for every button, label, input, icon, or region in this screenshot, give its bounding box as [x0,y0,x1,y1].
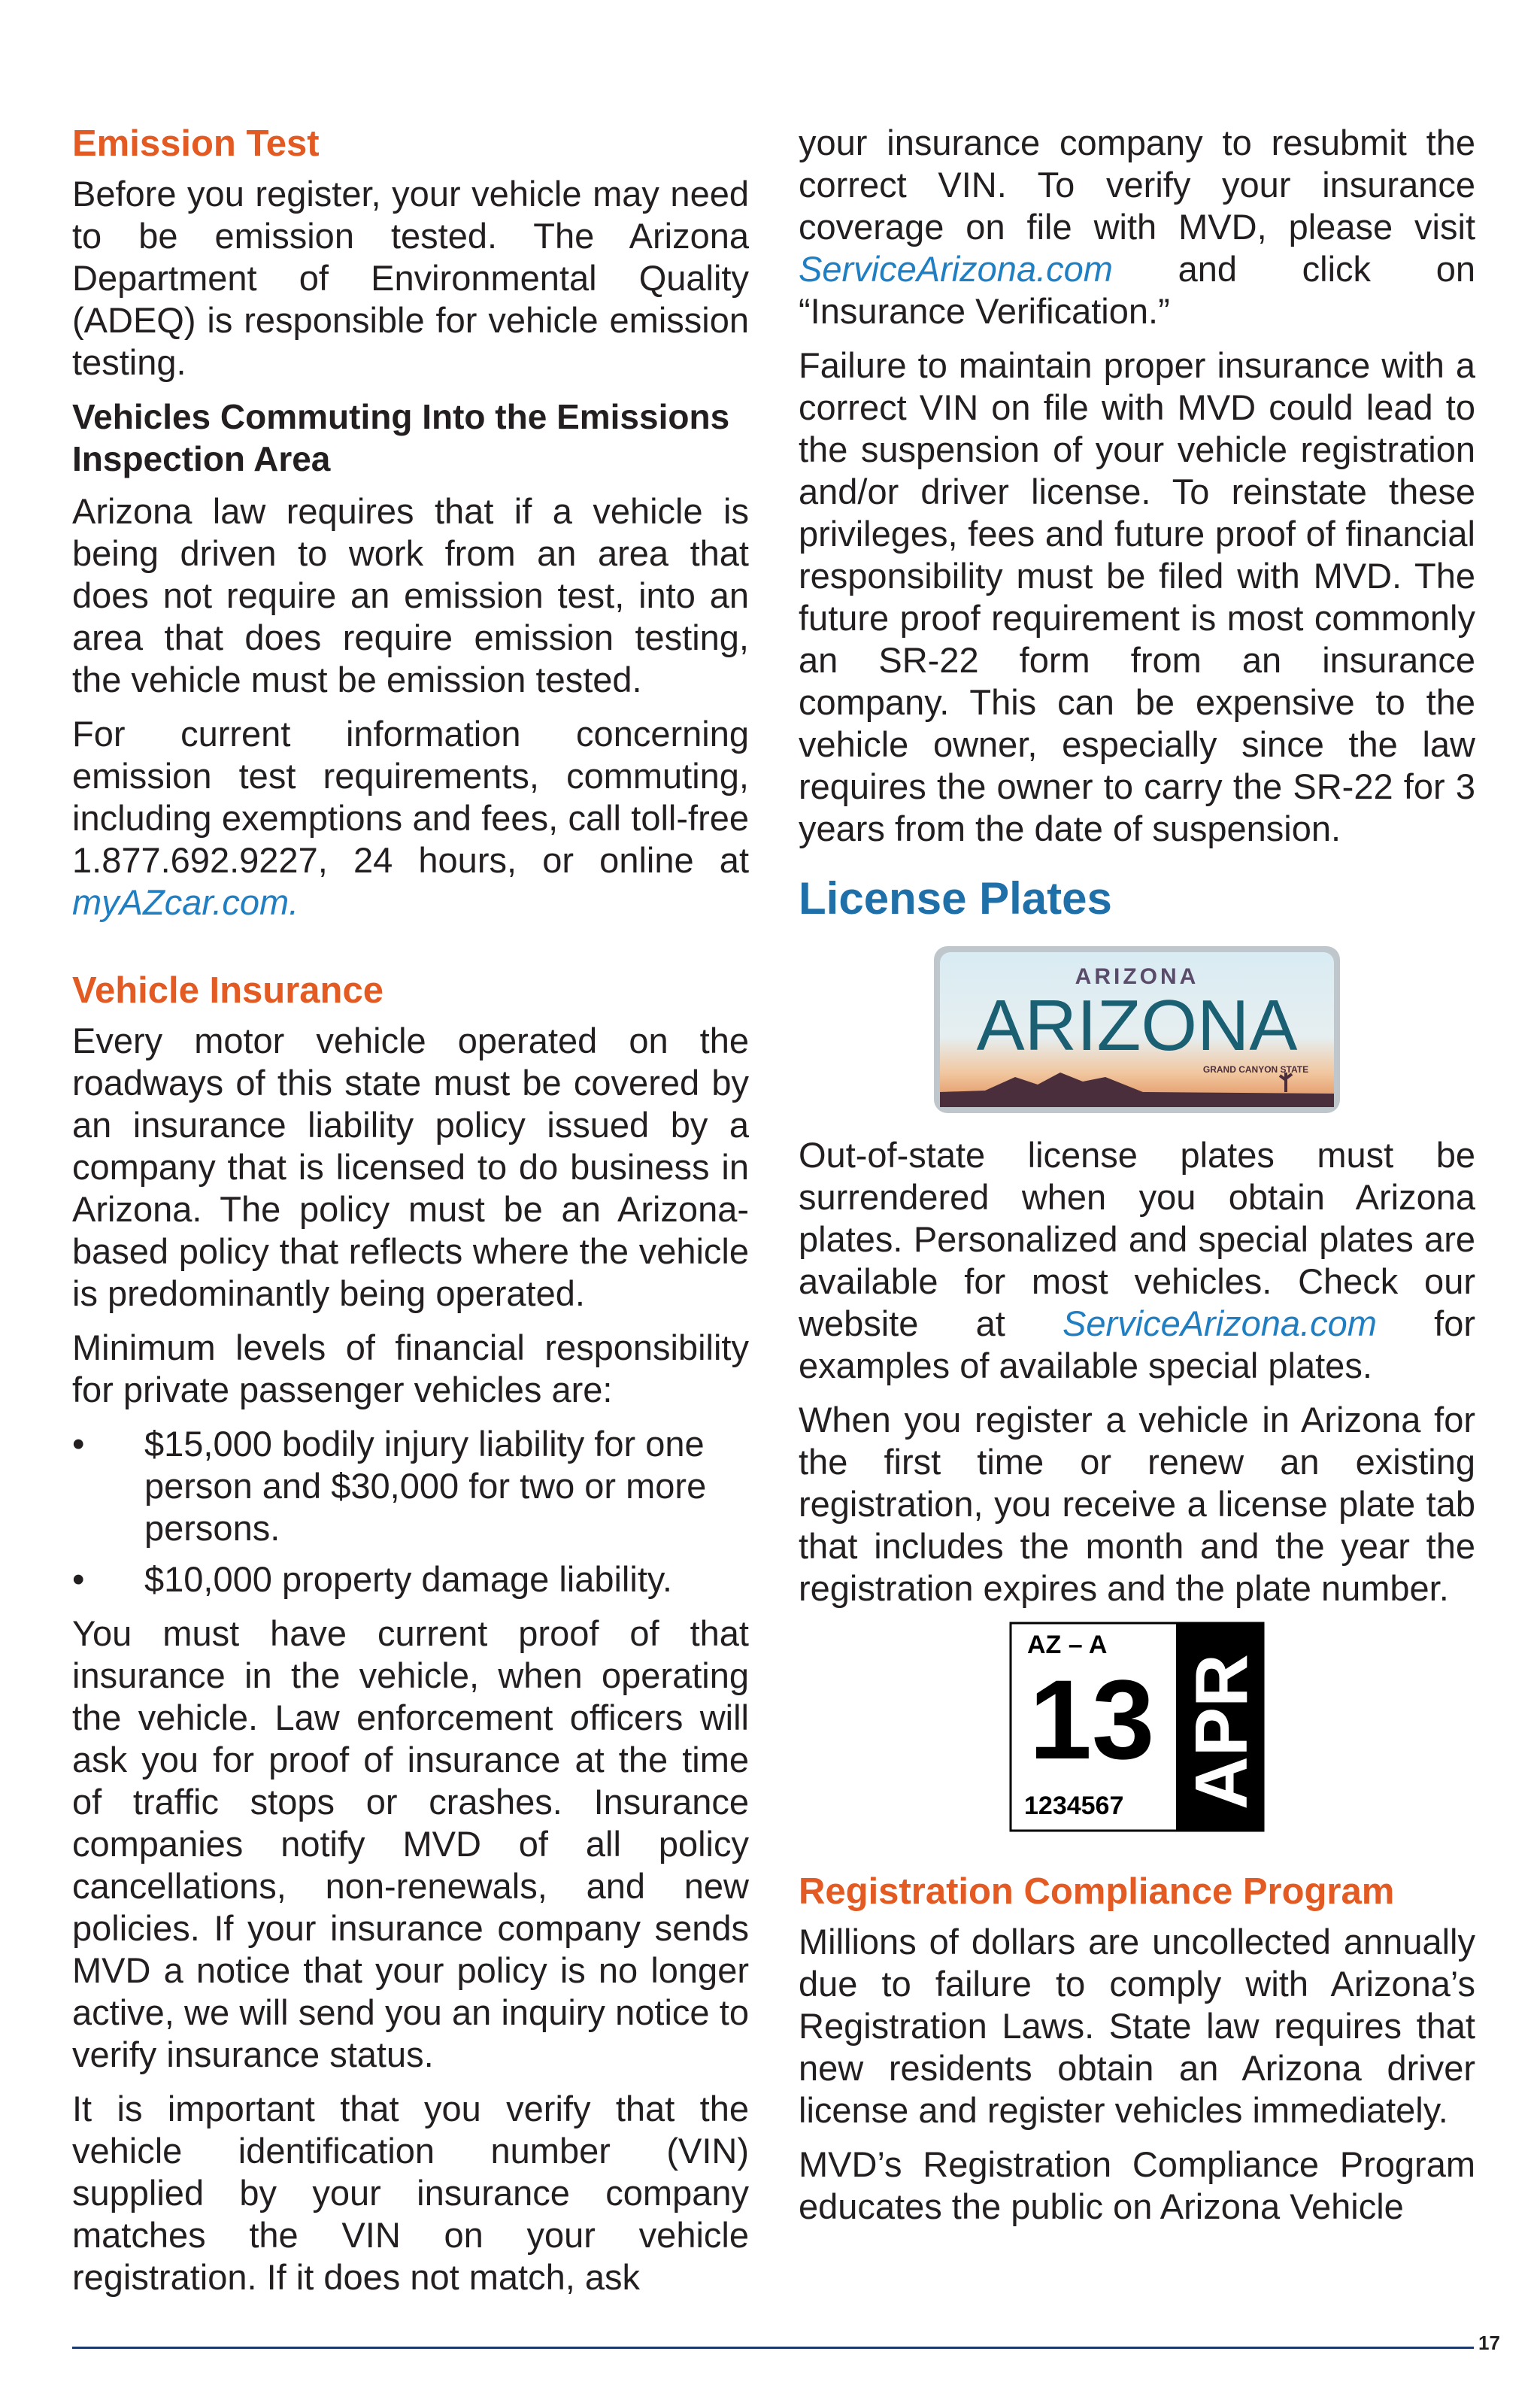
license-plates-heading: License Plates [799,873,1112,924]
license-plate-tab-image [1009,1622,1265,1832]
insurance-paragraph-2: Minimum levels of financial responsibility for private passenger vehicles are: [72,1327,749,1409]
commuting-heading: Vehicles Commuting Into the Emissions Inspection Area [72,397,730,478]
tab-plate-number: 1234567 [1024,1792,1124,1820]
insurance-continued-paragraph-2: Failure to maintain proper insurance with a correct VIN on file with MVD could lead to the suspension of your vehicle registration and/or driver license. To reinstate these privileges, fees and future proof of financial responsibility must be filed with MVD. The future proof requirement is most commonly an SR-22 form from an insurance company. This can be expensive to the vehicle owner, especially since the law requires the owner to carry the SR-22 for 3 years from the date of suspension. [799,345,1475,848]
vehicle-insurance-heading: Vehicle Insurance [72,970,383,1011]
registration-compliance-heading: Registration Compliance Program [799,1871,1395,1912]
insurance-continued-paragraph-1 [799,122,1475,332]
list-item-text: $10,000 property damage liability. [144,1559,672,1599]
compliance-paragraph-1: Millions of dollars are uncollected annually due to failure to comply with Arizona’s Registration Laws. State law requires that new residents obtain an Arizona driver license and register vehicles immediately. [799,1922,1475,2130]
bullet-marker: • [72,1559,85,1599]
myazcar-link[interactable]: myAZcar.com. [72,882,299,922]
plate-tab-graphic [1009,1622,1265,1832]
right-column [799,122,1475,2240]
insurance-paragraph-4: It is important that you verify that the vehicle identification number (VIN) supplied by your insurance company matches the VIN on your vehicle registration. If it does not match, ask [72,2089,749,2297]
arizona-license-plate-image [932,945,1341,1115]
cont-tail: and click on “Insurance Verification.” [799,249,1475,331]
cont-text: your insurance company to resubmit the correct VIN. To verify your insurance coverage on file with MVD, please visit [799,123,1475,247]
license-plate-graphic [932,945,1341,1115]
list-item [72,1423,749,1549]
servicearizona-link[interactable]: ServiceArizona.com [799,249,1113,289]
page-number: 17 [1478,2332,1500,2354]
insurance-paragraph-1: Every motor vehicle operated on the roadways of this state must be covered by an insurance liability policy issued by a company that is licensed to do business in Arizona. The policy must be an Arizona-based policy that reflects where the vehicle is predominantly being operated. [72,1021,749,1313]
tab-month: APR [1180,1654,1263,1810]
footer-divider [72,2347,1474,2349]
liability-list [72,1423,749,1601]
plate-main-text: ARIZONA [976,985,1298,1066]
plate-tagline: GRAND CANYON STATE [1202,1064,1309,1075]
emission-test-heading: Emission Test [72,123,320,164]
commuting-paragraph: Arizona law requires that if a vehicle is being driven to work from an area that does not require an emission test, into an area that does require emission testing, the vehicle must be emission tested. [72,491,749,699]
compliance-paragraph-2: MVD’s Registration Compliance Program educates the public on Arizona Vehicle [799,2144,1475,2226]
current-info-paragraph [72,713,749,924]
tab-year: 13 [1029,1656,1155,1783]
plates-tail: for examples of available special plates. [799,1303,1475,1385]
servicearizona-link-2[interactable]: ServiceArizona.com [1062,1303,1377,1343]
list-item [72,1558,749,1601]
left-column [72,122,749,2310]
emission-paragraph: Before you register, your vehicle may need to be emission tested. The Arizona Department of Environmental Quality (ADEQ) is responsible for vehicle emission testing. [72,174,749,382]
plate-top-text: ARIZONA [1075,964,1199,989]
plates-paragraph-1 [799,1134,1475,1387]
tab-state-code: AZ – A [1027,1631,1108,1659]
plates-paragraph-2: When you register a vehicle in Arizona for the first time or renew an existing registration, you receive a license plate tab that includes the month and the year the registration expires and the plate number. [799,1400,1475,1608]
insurance-paragraph-3: You must have current proof of that insurance in the vehicle, when operating the vehicle. Law enforcement officers will ask you for proof of insurance at the time of traffic stops or crashes. Insurance companies notify MVD of all policy cancellations, non-renewals, and new policies. If your insurance company sends MVD a notice that your policy is no longer active, we will send you an inquiry notice to verify insurance status. [72,1613,749,2074]
current-info-text: For current information concerning emission test requirements, commuting, including exemptions and fees, call toll-free 1.877.692.9227, 24 hours, or online at [72,714,749,880]
bullet-marker: • [72,1424,85,1464]
plates-text: Out-of-state license plates must be surrendered when you obtain Arizona plates. Personalized and special plates are available for most vehicles. Check our website at [799,1135,1475,1343]
list-item-text: $15,000 bodily injury liability for one person and $30,000 for two or more persons. [144,1424,707,1548]
